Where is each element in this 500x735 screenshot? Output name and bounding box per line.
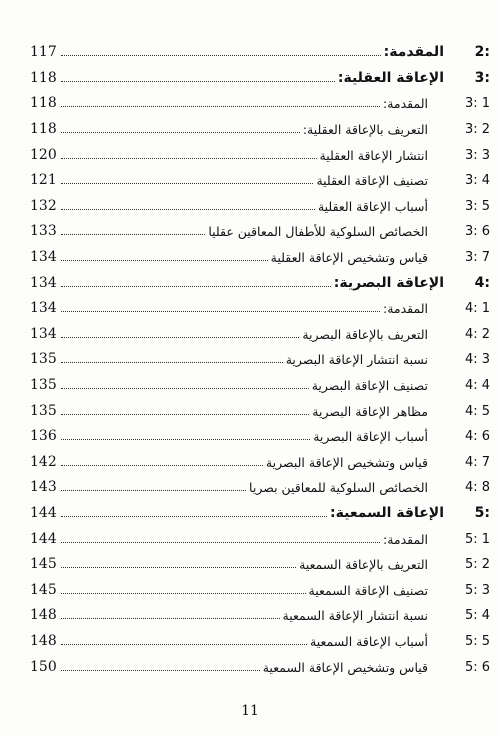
entry-number: 4: [474,274,490,291]
entry-number: 3: [474,69,490,86]
toc-entry [30,319,490,344]
entry-title: نسبة انتشار الإعاقة السمعية [282,608,428,624]
toc-entry [30,139,490,164]
entry-number: 5: 3 [464,582,490,598]
entry-number: 5: 6 [464,659,490,675]
dot-leader [61,670,260,671]
entry-title: التعريف بالإعاقة العقلية: [302,122,428,138]
entry-title: تصنيف الإعاقة البصرية [311,378,428,394]
dot-leader [61,567,296,568]
entry-number: 4: 7 [464,454,490,470]
entry-page: 134 [30,300,57,317]
entry-number: 5: 5 [464,634,490,650]
dot-leader [61,311,380,312]
entry-title: الخصائص السلوكية للمعاقين بصريا [249,480,428,496]
entry-title: المقدمة: [382,96,428,112]
dot-leader [61,618,280,619]
entry-number: 2: [474,44,490,61]
entry-page: 148 [30,633,57,650]
entry-number: 5: 1 [464,531,490,547]
entry-title: أسباب الإعاقة العقلية [317,198,428,214]
toc-entry [30,216,490,241]
toc-entry [30,63,490,88]
entry-page: 118 [30,121,57,138]
entry-page: 148 [30,607,57,624]
dot-leader [61,55,381,56]
entry-number: 5: 4 [464,608,490,624]
entry-page: 135 [30,377,57,394]
entry-title: تصنيف الإعاقة السمعية [308,582,428,598]
toc-entry [30,421,490,446]
entry-title: الإعاقة البصرية: [333,274,444,291]
entry-page: 144 [30,505,57,522]
entry-number: 5: 2 [464,557,490,573]
entry-number: 3: 6 [464,224,490,240]
entry-title: نسبة انتشار الإعاقة البصرية [285,352,428,368]
dot-leader [61,209,315,210]
entry-page: 135 [30,351,57,368]
dot-leader [61,516,327,517]
entry-title: مظاهر الإعاقة البصرية [312,403,428,419]
entry-page: 135 [30,402,57,419]
entry-page: 145 [30,556,57,573]
entry-title: الإعاقة العقلية: [337,69,444,86]
entry-page: 142 [30,453,57,470]
entry-page: 117 [30,44,57,61]
entry-number: 4: 5 [464,403,490,419]
entry-number: 3: 7 [464,250,490,266]
entry-page: 150 [30,658,57,675]
entry-page: 133 [30,223,57,240]
toc-entry [30,37,490,62]
entry-title: التعريف بالإعاقة البصرية [302,326,428,342]
entry-number: 3: 5 [464,198,490,214]
dot-leader [61,183,313,184]
entry-title: تصنيف الإعاقة العقلية [316,173,428,189]
entry-page: 134 [30,325,57,342]
toc-entry [30,549,490,574]
toc-entry [30,472,490,497]
toc-entry [30,114,490,139]
dot-leader [61,490,246,491]
entry-page: 134 [30,249,57,266]
entry-page: 132 [30,197,57,214]
entry-page: 145 [30,581,57,598]
toc-entry [30,651,490,676]
toc-entry [30,447,490,472]
toc-entry [30,600,490,625]
toc-entry [30,267,490,292]
entry-number: 3: 2 [464,122,490,138]
entry-title: المقدمة: [382,531,428,547]
entry-page: 136 [30,428,57,445]
entry-number: 4: 1 [464,301,490,317]
toc-entry [30,165,490,190]
entry-page: 143 [30,479,57,496]
entry-number: 4: 3 [464,352,490,368]
toc-entry [30,293,490,318]
toc-entry [30,191,490,216]
toc-entry [30,626,490,651]
dot-leader [61,362,283,363]
entry-page: 118 [30,69,57,86]
entry-title: قياس وتشخيص الإعاقة السمعية [262,659,428,675]
entry-number: 4: 4 [464,378,490,394]
dot-leader [61,414,309,415]
toc-entry [30,575,490,600]
dot-leader [61,644,307,645]
dot-leader [61,286,331,287]
entry-page: 134 [30,274,57,291]
dot-leader [61,158,317,159]
dot-leader [61,465,263,466]
entry-title: المقدمة: [382,301,428,317]
toc-entry [30,344,490,369]
toc-entry [30,242,490,267]
entry-number: 5: [474,505,490,522]
toc-entry [30,88,490,113]
entry-number: 4: 6 [464,429,490,445]
entry-title: المقدمة: [383,44,444,61]
dot-leader [61,542,380,543]
entry-title: الإعاقة السمعية: [330,505,444,522]
toc-entry [30,395,490,420]
dot-leader [61,234,205,235]
entry-title: الخصائص السلوكية للأطفال المعاقين عقليا [208,224,428,240]
entry-number: 3: 3 [464,147,490,163]
entry-title: قياس وتشخيص الإعاقة العقلية [270,250,428,266]
dot-leader [61,388,309,389]
entry-page: 144 [30,530,57,547]
dot-leader [61,439,310,440]
dot-leader [61,81,335,82]
entry-page: 118 [30,95,57,112]
entry-number: 4: 8 [464,480,490,496]
entry-number: 3: 4 [464,173,490,189]
entry-title: انتشار الإعاقة العقلية [319,147,428,163]
toc-entry [30,370,490,395]
entry-page: 120 [30,146,57,163]
dot-leader [61,260,268,261]
toc-entry [30,523,490,548]
entry-title: أسباب الإعاقة البصرية [313,429,428,445]
toc-entry [30,498,490,523]
dot-leader [61,593,306,594]
entry-number: 3: 1 [464,96,490,112]
dot-leader [61,337,299,338]
dot-leader [61,106,380,107]
entry-page: 121 [30,172,57,189]
entry-title: التعريف بالإعاقة السمعية [299,557,428,573]
entry-title: أسباب الإعاقة السمعية [310,634,428,650]
dot-leader [61,132,300,133]
entry-title: قياس وتشخيص الإعاقة البصرية [265,454,428,470]
entry-number: 4: 2 [464,326,490,342]
page-number: 11 [241,703,259,719]
